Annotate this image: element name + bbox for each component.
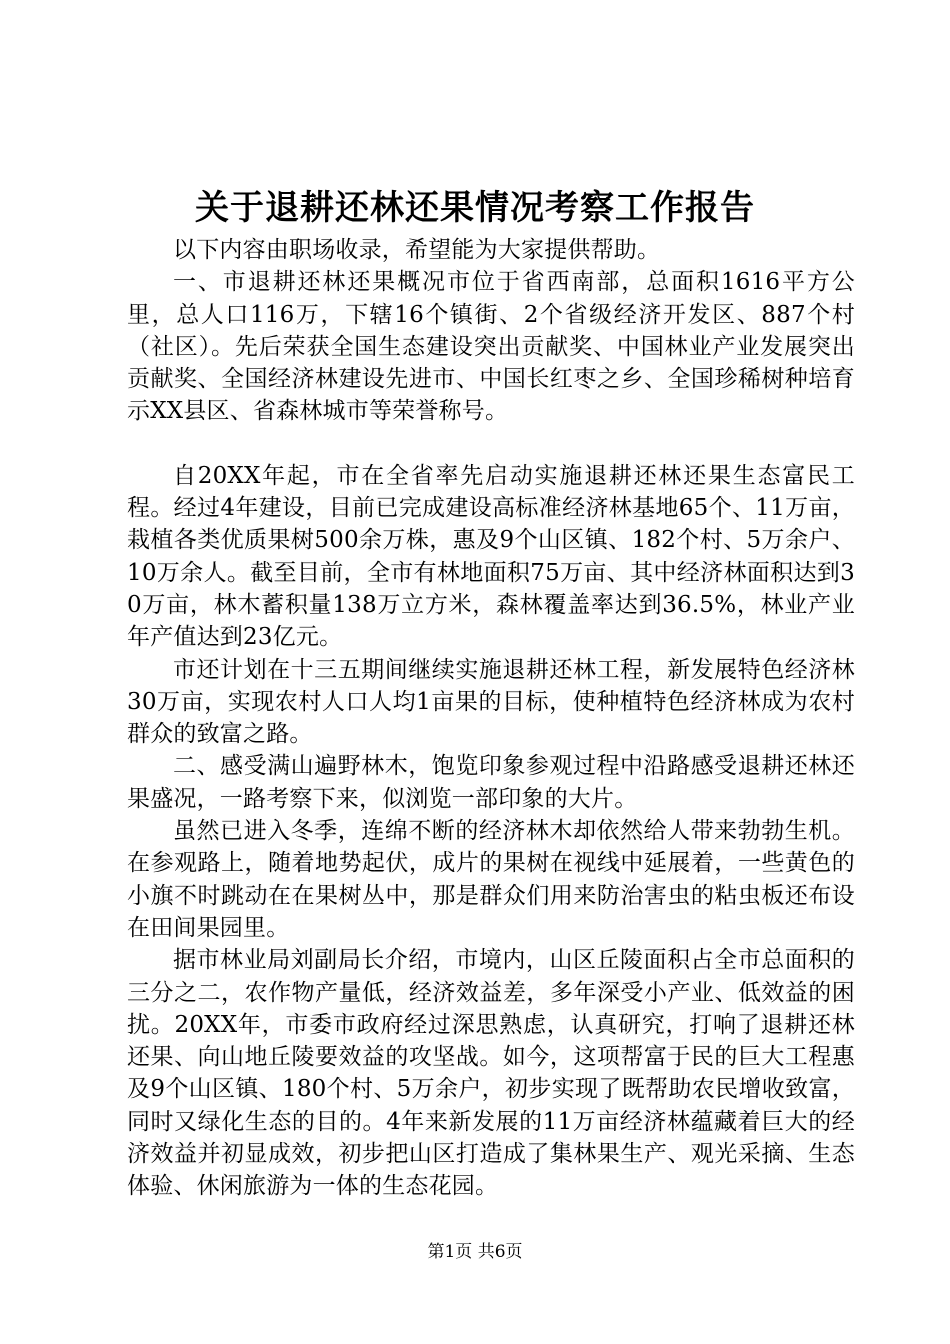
document-body xyxy=(127,234,855,1203)
winter-paragraph: 虽然已进入冬季，连绵不断的经济林木却依然给人带来勃勃生机。在参观路上，随着地势起伏，成片的果树在视线中延展着，一些黄色的小旗不时跳动在在果树丛中，那是群众们用来防治害虫的粘虫板还布设在田间果园里。 xyxy=(127,818,855,941)
introduction-by-official-paragraph: 据市林业局刘副局长介绍，市境内，山区丘陵面积占全市总面积的三分之二，农作物产量低，经济效益差，多年深受小产业、低效益的困扰。20XX年，市委市政府经过深思熟虑，认真研究，打响了退耕还林还果、向山地丘陵要效益的攻坚战。如今，这项帮富于民的巨大工程惠及9个山区镇、180个村、5万余户，初步实现了既帮助农民增收致富，同时又绿化生态的目的。4年来新发展的11万亩经济林蕴藏着巨大的经济效益并初显成效，初步把山区打造成了集林果生产、观光采摘、生态体验、休闲旅游为一体的生态花园。 xyxy=(127,947,855,1200)
page-number-footer: 第1页 共6页 xyxy=(427,1242,523,1262)
section-two-paragraph: 二、感受满山遍野林木，饱览印象参观过程中沿路感受退耕还林还果盛况，一路考察下来，似浏览一部印象的大片。 xyxy=(127,753,855,812)
intro-paragraph: 以下内容由职场收录，希望能为大家提供帮助。 xyxy=(173,237,661,263)
project-paragraph: 自20XX年起，市在全省率先启动实施退耕还林还果生态富民工程。经过4年建设，目前已完成建设高标准经济林基地65个、11万亩，栽植各类优质果树500余万株，惠及9个山区镇、182个村、5万余户、10万余人。截至目前，全市有林地面积75万亩、其中经济林面积达到30万亩，林木蓄积量138万立方米，森林覆盖率达到36.5%，林业产业年产值达到23亿元。 xyxy=(127,462,855,651)
overview-paragraph: 一、市退耕还林还果概况市位于省西南部，总面积1616平方公里，总人口116万，下辖16个镇街、2个省级经济开发区、887个村（社区）。先后荣获全国生态建设突出贡献奖、中国林业产业发展突出贡献奖、全国经济林建设先进市、中国长红枣之乡、全国珍稀树种培育示XX县区、省森林城市等荣誉称号。 xyxy=(127,269,855,425)
document-title: 关于退耕还林还果情况考察工作报告 xyxy=(195,188,755,228)
plan-paragraph: 市还计划在十三五期间继续实施退耕还林工程，新发展特色经济林30万亩，实现农村人口人均1亩果的目标，使种植特色经济林成为农村群众的致富之路。 xyxy=(127,656,855,748)
